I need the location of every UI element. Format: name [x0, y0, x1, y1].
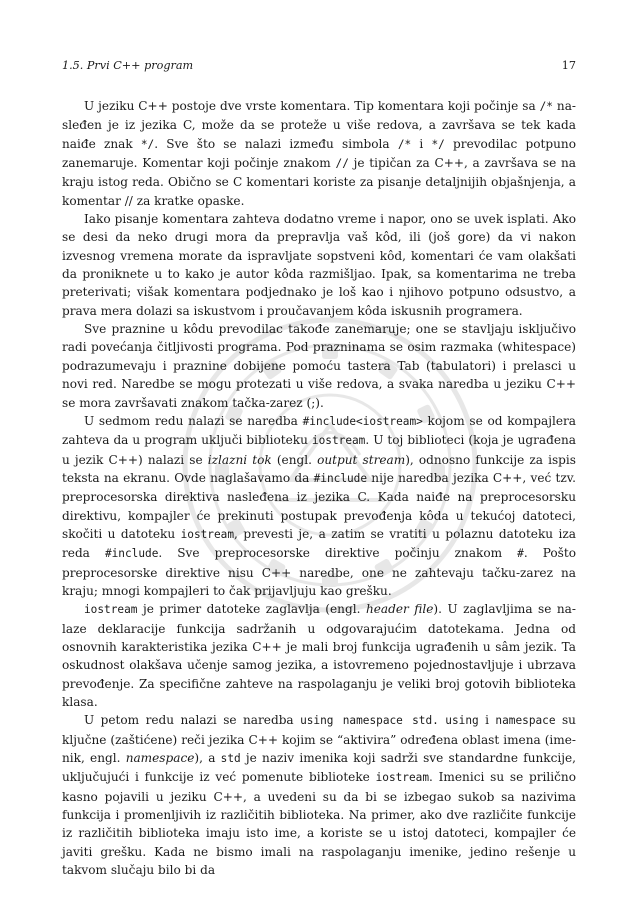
code-span: std: [220, 752, 241, 766]
text-run: U jeziku C++ postoje dve vrste komentara. Tip komentara koji počinje sa: [84, 99, 540, 113]
section-title: 1.5. Prvi C++ program: [62, 59, 194, 72]
code-span: /*: [539, 100, 553, 113]
page-number: 17: [561, 59, 576, 72]
text-run: , prevesti je, a zatim se vratiti u polaznu datoteku iza reda: [62, 526, 576, 561]
code-span: iostream: [180, 527, 235, 541]
text-run: prevodilac potpuno zanemaruje. Komentar koji počinje znakom: [62, 136, 576, 171]
paragraph: [62, 97, 576, 210]
running-header: [62, 58, 576, 74]
code-span: */: [140, 137, 155, 151]
text-run: ), odnosno funkcije za ispis teksta na ekranu. Ovde naglašavamo da: [62, 452, 576, 485]
text-run: ). U zaglavljima se nalaze deklaracije funkcija sadržanih u odgovarajućim datotekama. Jedna od osnovnih karakteristika jezika C++ je mali broj funkcija ugrađenih u sâm jezik. Ta oskudnost olakšava učenje samog jezika, a istovremeno pojednostavljuje i ubrzava prevođenje. Za specifične zahteve na raspolaganju je veliki broj gotovih biblioteka klasa.: [62, 602, 576, 709]
paragraph: [62, 320, 576, 412]
code-span: iostream: [375, 771, 430, 785]
text-run: . U toj biblioteci (koja je ugrađena u jezik C++) nalazi se: [62, 433, 576, 467]
text-run: . Sve što se nalazi između simbola: [154, 136, 398, 151]
body-text: [62, 97, 576, 879]
code-span: #include<iostream>: [302, 414, 423, 428]
text-run: (engl.: [271, 452, 318, 467]
text-run: Sve praznine u kôdu prevodilac takođe zanemaruje; one se stavljaju isključivo radi povećanja čitljivosti programa. Pod prazninama se osim razmaka (whitespace) podrazumevaju i praznine dobijene pomoću tastera Tab (tabulatori) i prelasci u novi red. Naredbe se mogu protezati u više redova, a svaka naredba u jeziku C++ se mora završavati znakom tačka-zarez (;).: [62, 322, 576, 410]
paragraph: [62, 711, 576, 879]
text-run: je primer datoteke zaglavlja (engl.: [137, 602, 366, 617]
code-span: using: [445, 714, 479, 728]
code-span: #include: [313, 471, 368, 485]
code-span: iostream: [84, 603, 138, 617]
italic-term: izlazni tok: [207, 452, 272, 467]
text-run: . Imenici su se prilično kasno pojavili u jeziku C++, a uvedeni su da bi se izbegao sukob sa nazivima funkcija i promenljivih iz različitih biblioteka. Na primer, ako dve različite funkcije iz različitih biblioteka imaju isto ime, a koriste se u istoj datoteci, kompajler će javiti grešku. Kada ne bismo imali na raspolaganju imenike, jedino rešenje u takvom slučaju bilo bi da: [62, 770, 576, 878]
code-span: /*: [397, 137, 412, 151]
text-run: je naziv imenika koji sadrži sve standardne funkcije, uključujući i funkcije iz već pomenute biblioteke: [62, 751, 577, 785]
text-run: . Sve preprocesorske direktive počinju znakom: [158, 546, 518, 561]
code-span: #include: [104, 547, 159, 561]
text-run: . Pošto preprocesorske direktive nisu C++ naredbe, one ne zahtevaju tačku-zarez na kraju; mnogi kompajleri to čak prijavljuju kao grešku.: [62, 546, 577, 598]
paragraph: [62, 600, 576, 711]
paragraph: [62, 412, 576, 600]
text-run: su ključne (zaštićene) reči jezika C++ kojim se “aktivira” određena oblast imena (imenik, engl.: [62, 713, 576, 766]
code-span: iostream: [311, 434, 366, 448]
text-run: je tipičan za C++, a završava se na kraju istog reda. Obično se C komentari koriste za pisanje detaljnijih objašnjenja, a komentar // za kratke opaske.: [62, 156, 576, 208]
text-run: i: [478, 713, 496, 728]
code-span: namespace: [495, 714, 556, 728]
text-run: kojom se od kompajlera zahteva da u program uključi biblioteku: [62, 413, 577, 448]
text-run: Iako pisanje komentara zahteva dodatno vreme i napor, ono se uvek isplati. Ako se desi da neko drugi mora da prepravlja vaš kôd, ili (još gore) da vi nakon izvesnog vremena morate da ispravljate sopstveni kôd, komentari će vam olakšati da proniknete u to kako je autor kôda razmišljao. Ipak, sa komentarima ne treba preterivati; višak komentara podjednako je loš kao i njihovo potpuno odsustvo, a prava mera dolazi sa iskustvom i proučavanjem kôda iskusnih programera.: [62, 212, 576, 318]
code-span: //: [335, 157, 349, 171]
text-run: i: [411, 136, 432, 151]
text-run: U petom redu nalazi se naredba: [84, 713, 301, 728]
italic-term: namespace: [125, 751, 195, 766]
paragraph: [62, 210, 576, 320]
text-run: U sedmom redu nalazi se naredba: [84, 413, 303, 428]
text-run: ), a: [194, 751, 221, 766]
code-span: #: [517, 547, 524, 561]
text-run: nasleđen je iz jezika C, može da se proteže u više redova, a završava se tek kada naiđe znak: [62, 99, 577, 151]
italic-term: header file: [365, 602, 434, 617]
text-run: nije naredba jezika C++, već tzv. preprocesorska direktiva nasleđena iz jezika C. Kada naiđe na preprocesorsku direktivu, kompajler će prekinuti postupak prevođenja kôda u tekućoj datoteci, skočiti u datoteku: [62, 470, 576, 541]
italic-term: output stream: [317, 452, 406, 467]
code-span: using namespace std.: [300, 714, 439, 728]
code-span: */: [431, 137, 445, 151]
